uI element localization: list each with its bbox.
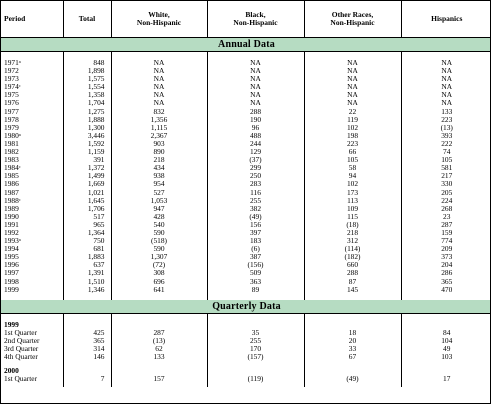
table-row [1, 148, 491, 156]
cell-period: 1978 [1, 116, 63, 124]
cell-total: 391 [63, 156, 111, 164]
cell-black: 255 [207, 337, 304, 345]
cell-black: 255 [207, 197, 304, 205]
cell-period: 1980ᵃ [1, 132, 63, 140]
cell-total: 7 [63, 375, 111, 383]
cell-other: 66 [304, 148, 401, 156]
cell-other: NA [304, 91, 401, 99]
cell-total: 1,645 [63, 197, 111, 205]
table-row [1, 156, 491, 164]
cell-total: 681 [63, 245, 111, 253]
quarter-year-label: 1999 [1, 321, 63, 329]
cell-total: 425 [63, 329, 111, 337]
cell-other: NA [304, 83, 401, 91]
cell-white: 1,356 [111, 116, 207, 124]
quarterly-section-band [1, 300, 491, 314]
cell-hispanics: NA [441, 59, 453, 67]
cell-white: NA [111, 99, 207, 107]
cell-black: (156) [207, 261, 304, 269]
cell-hispanics: 74 [443, 148, 451, 157]
cell-white: (518) [111, 237, 207, 245]
cell-other: 660 [304, 261, 401, 269]
table-row [1, 261, 491, 269]
cell-white: 62 [111, 345, 207, 353]
cell-hispanics: 204 [441, 261, 453, 270]
header-period: Period [1, 1, 63, 38]
cell-black: 288 [207, 108, 304, 116]
cell-black: 299 [207, 164, 304, 172]
header-black: Black, Non-Hispanic [207, 1, 304, 38]
cell-hispanics: 17 [443, 375, 451, 384]
cell-hispanics: (13) [440, 123, 453, 132]
header-white: White, Non-Hispanic [111, 1, 207, 38]
cell-hispanics: 133 [441, 107, 453, 116]
cell-hispanics: 84 [443, 328, 451, 337]
cell-black: (157) [207, 353, 304, 361]
cell-other: NA [304, 67, 401, 75]
cell-black: 509 [207, 269, 304, 277]
cell-period: 1973 [1, 75, 63, 83]
table-body [1, 38, 491, 300]
spacer-row [1, 313, 491, 321]
cell-black: (6) [207, 245, 304, 253]
cell-black: (37) [207, 156, 304, 164]
cell-white: 890 [111, 148, 207, 156]
cell-black: 190 [207, 116, 304, 124]
cell-other: (182) [304, 253, 401, 261]
cell-total: 1,358 [63, 91, 111, 99]
cell-white: NA [111, 67, 207, 75]
table-row [1, 205, 491, 213]
quarterly-body [1, 300, 491, 388]
table-row [1, 140, 491, 148]
cell-total: 1,510 [63, 278, 111, 286]
housing-data-table [1, 1, 491, 387]
cell-white: 1,307 [111, 253, 207, 261]
cell-hispanics: NA [441, 83, 453, 92]
cell-total: 1,499 [63, 172, 111, 180]
cell-total: 1,704 [63, 99, 111, 107]
cell-hispanics: 104 [441, 336, 453, 345]
bottom-fill-row [1, 383, 491, 387]
cell-hispanics: 581 [441, 164, 453, 173]
cell-white: 434 [111, 164, 207, 172]
cell-white: 428 [111, 213, 207, 221]
cell-total: 1,888 [63, 116, 111, 124]
table-row [1, 213, 491, 221]
cell-other: 102 [304, 180, 401, 188]
cell-black: 397 [207, 229, 304, 237]
cell-white: NA [111, 59, 207, 67]
table-row [1, 108, 491, 116]
cell-black: NA [207, 91, 304, 99]
cell-black: 363 [207, 278, 304, 286]
cell-white: 218 [111, 156, 207, 164]
cell-black: NA [207, 67, 304, 75]
cell-other: (18) [304, 221, 401, 229]
cell-period: 1984ᶜ [1, 164, 63, 172]
table-row [1, 197, 491, 205]
cell-other: 58 [304, 164, 401, 172]
cell-black: 116 [207, 189, 304, 197]
cell-period: 1977 [1, 108, 63, 116]
table-row [1, 189, 491, 197]
cell-other: 312 [304, 237, 401, 245]
cell-white: 2,367 [111, 132, 207, 140]
quarterly-section-title: Quarterly Data [1, 300, 491, 314]
cell-black: 382 [207, 205, 304, 213]
cell-period: 1983 [1, 156, 63, 164]
cell-period: 1982 [1, 148, 63, 156]
cell-black: NA [207, 59, 304, 67]
cell-total: 750 [63, 237, 111, 245]
cell-hispanics: 373 [441, 253, 453, 262]
table-header [1, 1, 491, 38]
cell-black: 283 [207, 180, 304, 188]
cell-total: 1,021 [63, 189, 111, 197]
cell-white: 641 [111, 286, 207, 294]
cell-period: 1996 [1, 261, 63, 269]
cell-white: (72) [111, 261, 207, 269]
cell-other: 115 [304, 213, 401, 221]
cell-period: 1997 [1, 269, 63, 277]
table-row [1, 278, 491, 286]
cell-hispanics: 393 [441, 131, 453, 140]
cell-hispanics: NA [441, 91, 453, 100]
cell-total: 1,706 [63, 205, 111, 213]
cell-white: 903 [111, 140, 207, 148]
cell-period: 1986 [1, 180, 63, 188]
cell-total: 1,275 [63, 108, 111, 116]
cell-black: NA [207, 75, 304, 83]
annual-section-band [1, 38, 491, 52]
cell-black: 244 [207, 140, 304, 148]
table-row [1, 237, 491, 245]
cell-hispanics: 205 [441, 188, 453, 197]
cell-other: (114) [304, 245, 401, 253]
cell-period: 3rd Quarter [1, 345, 63, 353]
cell-white: 157 [111, 375, 207, 383]
cell-total: 1,669 [63, 180, 111, 188]
cell-hispanics: 223 [441, 115, 453, 124]
table-row [1, 245, 491, 253]
cell-other: 18 [304, 329, 401, 337]
cell-other: 20 [304, 337, 401, 345]
cell-white: 954 [111, 180, 207, 188]
table-row [1, 67, 491, 75]
cell-black: 96 [207, 124, 304, 132]
cell-black: 183 [207, 237, 304, 245]
cell-hispanics: NA [441, 67, 453, 76]
cell-hispanics: NA [441, 75, 453, 84]
cell-total: 965 [63, 221, 111, 229]
cell-period: 2nd Quarter [1, 337, 63, 345]
spacer-row [1, 52, 491, 60]
cell-period: 1988ᶜ [1, 197, 63, 205]
cell-other: NA [304, 75, 401, 83]
cell-black: (49) [207, 213, 304, 221]
table-row [1, 286, 491, 294]
cell-white: 1,115 [111, 124, 207, 132]
cell-other: 113 [304, 197, 401, 205]
cell-total: 517 [63, 213, 111, 221]
table-row [1, 116, 491, 124]
cell-black: NA [207, 99, 304, 107]
cell-period: 4th Quarter [1, 353, 63, 361]
cell-hispanics: 23 [443, 212, 451, 221]
cell-hispanics: 774 [441, 237, 453, 246]
table-row [1, 353, 491, 361]
cell-other: 109 [304, 205, 401, 213]
cell-period: 1995 [1, 253, 63, 261]
cell-other: 94 [304, 172, 401, 180]
cell-white: 1,053 [111, 197, 207, 205]
cell-hispanics: 268 [441, 204, 453, 213]
table-row [1, 253, 491, 261]
header-total: Total [63, 1, 111, 38]
table-row [1, 164, 491, 172]
table-row [1, 229, 491, 237]
table-row [1, 132, 491, 140]
cell-white: 947 [111, 205, 207, 213]
cell-total: 365 [63, 337, 111, 345]
cell-other: 198 [304, 132, 401, 140]
table-row [1, 375, 491, 383]
cell-black: 35 [207, 329, 304, 337]
header-other: Other Races, Non-Hispanic [304, 1, 401, 38]
cell-other: 67 [304, 353, 401, 361]
table-row [1, 172, 491, 180]
cell-period: 1998 [1, 278, 63, 286]
cell-other: 87 [304, 278, 401, 286]
cell-total: 1,883 [63, 253, 111, 261]
cell-hispanics: 105 [441, 156, 453, 165]
cell-white: 540 [111, 221, 207, 229]
cell-other: 119 [304, 116, 401, 124]
cell-white: 938 [111, 172, 207, 180]
cell-white: 133 [111, 353, 207, 361]
cell-total: 3,446 [63, 132, 111, 140]
cell-black: 387 [207, 253, 304, 261]
cell-other: 223 [304, 140, 401, 148]
cell-black: (119) [207, 375, 304, 383]
cell-period: 1999 [1, 286, 63, 294]
cell-hispanics: 224 [441, 196, 453, 205]
cell-total: 637 [63, 261, 111, 269]
table-row [1, 75, 491, 83]
table-row [1, 83, 491, 91]
cell-white: NA [111, 75, 207, 83]
cell-white: 696 [111, 278, 207, 286]
cell-total: 1,391 [63, 269, 111, 277]
cell-other: 22 [304, 108, 401, 116]
cell-period: 1993ᵃ [1, 237, 63, 245]
cell-white: 832 [111, 108, 207, 116]
cell-period: 1994 [1, 245, 63, 253]
cell-period: 1985 [1, 172, 63, 180]
cell-period: 1st Quarter [1, 329, 63, 337]
cell-total: 1,575 [63, 75, 111, 83]
quarter-year-label-row [1, 321, 491, 329]
quarter-year-label-row [1, 367, 491, 375]
cell-hispanics: 49 [443, 345, 451, 353]
cell-hispanics: 286 [441, 269, 453, 278]
cell-period: 1979 [1, 124, 63, 132]
cell-hispanics: 470 [441, 285, 453, 294]
cell-black: 89 [207, 286, 304, 294]
table-row [1, 99, 491, 107]
cell-black: 250 [207, 172, 304, 180]
cell-period: 1st Quarter [1, 375, 63, 383]
cell-black: NA [207, 83, 304, 91]
cell-white: NA [111, 83, 207, 91]
cell-total: 1,372 [63, 164, 111, 172]
cell-hispanics: NA [441, 99, 453, 108]
cell-other: NA [304, 59, 401, 67]
cell-black: 170 [207, 345, 304, 353]
cell-period: 1976 [1, 99, 63, 107]
cell-period: 1991 [1, 221, 63, 229]
cell-period: 1975 [1, 91, 63, 99]
cell-hispanics: 159 [441, 228, 453, 237]
cell-black: 156 [207, 221, 304, 229]
cell-hispanics: 287 [441, 220, 453, 229]
cell-other: 145 [304, 286, 401, 294]
cell-white: 527 [111, 189, 207, 197]
cell-other: 33 [304, 345, 401, 353]
header-hispanics: Hispanics [401, 1, 491, 38]
cell-period: 1992 [1, 229, 63, 237]
cell-other: 105 [304, 156, 401, 164]
table-row [1, 337, 491, 345]
cell-period: 1974ᶜ [1, 83, 63, 91]
cell-hispanics: 365 [441, 277, 453, 286]
cell-total: 1,346 [63, 286, 111, 294]
cell-total: 848 [63, 59, 111, 67]
cell-other: 288 [304, 269, 401, 277]
table-row [1, 269, 491, 277]
table-row [1, 329, 491, 337]
cell-other: (49) [304, 375, 401, 383]
cell-black: 488 [207, 132, 304, 140]
table-row [1, 59, 491, 67]
table-row [1, 124, 491, 132]
cell-hispanics: 209 [441, 245, 453, 254]
cell-period: 1981 [1, 140, 63, 148]
cell-white: 287 [111, 329, 207, 337]
cell-hispanics: 103 [441, 353, 453, 362]
cell-period: 1990 [1, 213, 63, 221]
cell-hispanics: 217 [441, 172, 453, 181]
cell-white: 590 [111, 229, 207, 237]
cell-total: 146 [63, 353, 111, 361]
cell-total: 314 [63, 345, 111, 353]
cell-period: 1989 [1, 205, 63, 213]
table-row [1, 91, 491, 99]
cell-total: 1,300 [63, 124, 111, 132]
cell-other: 218 [304, 229, 401, 237]
cell-total: 1,898 [63, 67, 111, 75]
cell-total: 1,592 [63, 140, 111, 148]
cell-period: 1971ᵃ [1, 59, 63, 67]
cell-period: 1972 [1, 67, 63, 75]
cell-hispanics: 330 [441, 180, 453, 189]
cell-white: 590 [111, 245, 207, 253]
cell-total: 1,159 [63, 148, 111, 156]
annual-section-title: Annual Data [1, 38, 491, 52]
cell-other: 173 [304, 189, 401, 197]
cell-other: 102 [304, 124, 401, 132]
cell-white: 308 [111, 269, 207, 277]
cell-other: NA [304, 99, 401, 107]
table-row [1, 221, 491, 229]
cell-hispanics: 222 [441, 139, 453, 148]
table-row [1, 345, 491, 353]
table-row [1, 180, 491, 188]
cell-total: 1,364 [63, 229, 111, 237]
cell-total: 1,554 [63, 83, 111, 91]
cell-white: (13) [111, 337, 207, 345]
quarter-year-label: 2000 [1, 367, 63, 375]
cell-white: NA [111, 91, 207, 99]
cell-period: 1987 [1, 189, 63, 197]
cell-black: 129 [207, 148, 304, 156]
